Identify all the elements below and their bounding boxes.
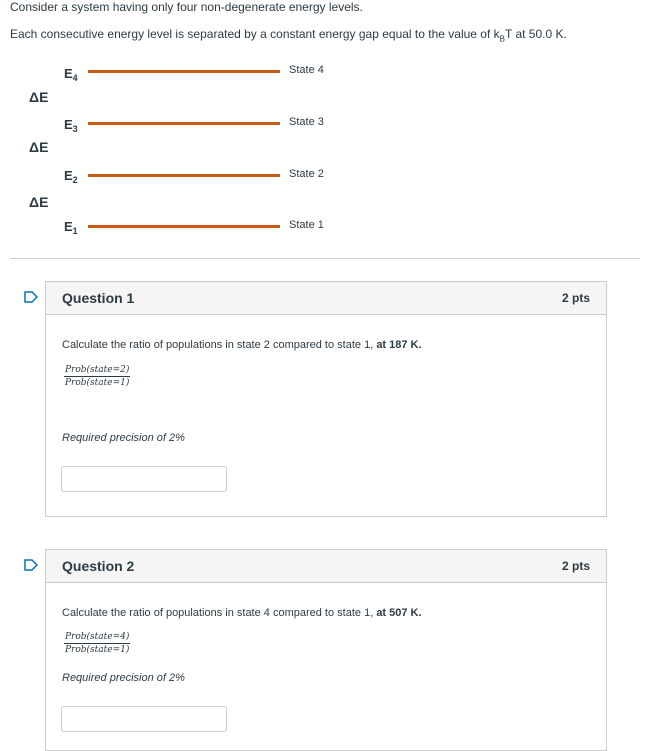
question-2-fraction-denominator: Prob(state=1) [65, 645, 130, 655]
energy-label-e4: $E_4$ [64, 66, 78, 83]
energy-line-e4 [88, 70, 280, 73]
gap-label-21: ΔE [29, 194, 49, 210]
question-1-fraction [64, 365, 130, 388]
question-2-answer-input[interactable] [61, 706, 227, 732]
question-2-title: Question 2 [62, 558, 135, 574]
section-divider [10, 258, 640, 259]
question-1-precision: Required precision of 2% [62, 432, 185, 444]
state-label-2: State 2 [289, 168, 324, 180]
state-label-4: State 4 [289, 64, 324, 76]
question-2-precision: Required precision of 2% [62, 672, 185, 684]
question-1-fraction-numerator: Prob(state=2) [65, 365, 130, 375]
question-1-points: 2 pts [561, 291, 590, 305]
question-2-fraction [64, 632, 130, 655]
question-1-card [45, 281, 607, 517]
energy-line-e3 [88, 122, 280, 125]
energy-label-e2: $E_2$ [64, 168, 78, 185]
state-label-3: State 3 [289, 116, 324, 128]
question-2-card [45, 549, 607, 751]
question-1-header [46, 282, 606, 315]
question-1-prompt: Calculate the ratio of populations in state 2 compared to state 1, at 187 K. [62, 339, 422, 351]
gap-label-43: ΔE [29, 89, 49, 105]
intro-line-1: Consider a system having only four non-degenerate energy levels. [10, 0, 363, 14]
question-1-fraction-denominator: Prob(state=1) [65, 378, 130, 388]
question-2-fraction-numerator: Prob(state=4) [65, 632, 130, 642]
intro-line-2-suffix: T at 50.0 K. [505, 27, 567, 41]
gap-label-32: ΔE [29, 139, 49, 155]
energy-label-e3: $E_3$ [64, 117, 78, 134]
energy-line-e1 [88, 225, 280, 228]
energy-level-diagram [0, 52, 656, 252]
intro-line-2 [10, 27, 567, 43]
energy-line-e2 [88, 174, 280, 177]
flag-question-icon[interactable] [24, 559, 38, 571]
energy-label-e1: $E_1$ [64, 219, 78, 236]
question-2-header [46, 550, 606, 583]
question-2-points: 2 pts [561, 559, 590, 573]
question-2-prompt: Calculate the ratio of populations in state 4 compared to state 1, at 507 K. [62, 607, 422, 619]
state-label-1: State 1 [289, 219, 324, 231]
intro-line-2-prefix: Each consecutive energy level is separated by a constant energy gap equal to the value of k [10, 27, 500, 41]
question-1-answer-input[interactable] [61, 466, 227, 492]
flag-question-icon[interactable] [24, 291, 38, 303]
intro-line-2-sub: B [499, 34, 505, 44]
question-1-title: Question 1 [62, 290, 135, 306]
